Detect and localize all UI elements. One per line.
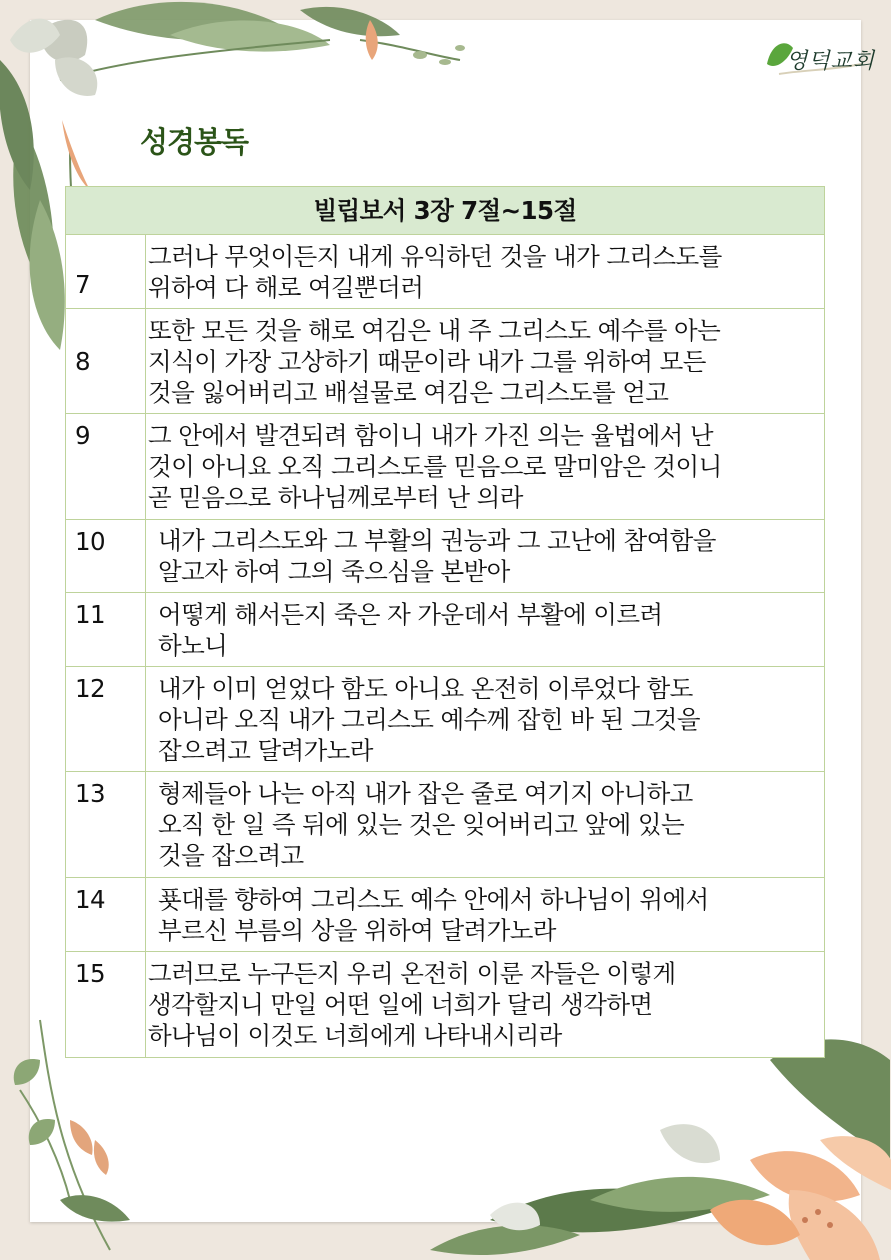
verse-line: 곧 믿음으로 하나님께로부터 난 의라 (148, 483, 523, 512)
verse-text-cell (146, 309, 825, 414)
page-title: 성경봉독 (140, 125, 249, 159)
verse-line: 잡으려고 달려가노라 (158, 735, 373, 765)
verse-number-cell (66, 878, 146, 952)
verse-text-cell (146, 593, 825, 667)
table-row (66, 520, 825, 593)
table-row (66, 414, 825, 520)
verse-text-cell (146, 414, 825, 520)
table-row (66, 952, 825, 1058)
verse-number-cell (66, 952, 146, 1058)
passage-heading: 빌립보서 3장 7절~15절 (66, 187, 825, 235)
verse-number-cell (66, 520, 146, 593)
verse-number: 7 (75, 270, 90, 299)
verse-text-cell (146, 952, 825, 1058)
verse-number: 15 (75, 959, 105, 988)
verse-number-cell (66, 772, 146, 878)
verse-number: 14 (75, 885, 105, 914)
table-row (66, 235, 825, 309)
verse-number: 11 (75, 600, 105, 629)
verse-line: 위하여 다 해로 여길뿐더러 (148, 272, 424, 302)
verse-number-cell (66, 309, 146, 414)
verse-line: 알고자 하여 그의 죽으심을 본받아 (158, 557, 510, 586)
verse-line: 하나님이 이것도 너희에게 나타내시리라 (148, 1021, 562, 1050)
verse-number: 10 (75, 527, 105, 556)
verse-line: 생각할지니 만일 어떤 일에 너희가 달리 생각하면 (148, 990, 653, 1019)
verse-text-cell (146, 667, 825, 772)
verse-text-cell (146, 235, 825, 309)
verse-line: 내가 그리스도와 그 부활의 권능과 그 고난에 참여함을 (158, 526, 716, 555)
verse-number: 9 (75, 421, 90, 450)
verse-number: 12 (75, 674, 105, 703)
verse-line: 그 안에서 발견되려 함이니 내가 가진 의는 율법에서 난 (148, 421, 713, 450)
verse-number: 13 (75, 779, 105, 808)
verse-line: 또한 모든 것을 해로 여김은 내 주 그리스도 예수를 아는 (148, 315, 721, 345)
scripture-table (65, 186, 825, 1058)
verse-line: 오직 한 일 즉 뒤에 있는 것은 잊어버리고 앞에 있는 (158, 810, 685, 839)
table-header-row (66, 187, 825, 235)
church-logo-text: 영덕교회 (786, 49, 876, 74)
verse-text-cell (146, 520, 825, 593)
verse-number-cell (66, 414, 146, 520)
verse-line: 그러므로 누구든지 우리 온전히 이룬 자들은 이렇게 (148, 959, 676, 988)
verse-line: 아니라 오직 내가 그리스도 예수께 잡힌 바 된 그것을 (158, 704, 700, 734)
verse-number-cell (66, 235, 146, 309)
verse-line: 것을 잡으려고 (158, 841, 304, 870)
verse-line: 내가 이미 얻었다 함도 아니요 온전히 이루었다 함도 (158, 673, 693, 703)
verse-number: 8 (75, 347, 90, 376)
verse-text-cell (146, 772, 825, 878)
verse-line: 것이 아니요 오직 그리스도를 믿음으로 말미암은 것이니 (148, 452, 722, 481)
table-row (66, 309, 825, 414)
verse-line: 푯대를 향하여 그리스도 예수 안에서 하나님이 위에서 (158, 884, 709, 914)
verse-line: 것을 잃어버리고 배설물로 여김은 그리스도를 얻고 (148, 377, 669, 407)
table-row (66, 772, 825, 878)
table-row (66, 878, 825, 952)
verse-number-cell (66, 667, 146, 772)
verse-text-cell (146, 878, 825, 952)
verse-line: 그러나 무엇이든지 내게 유익하던 것을 내가 그리스도를 (148, 241, 722, 271)
verse-number-cell (66, 593, 146, 667)
verse-line: 하노니 (158, 630, 228, 660)
verse-line: 지식이 가장 고상하기 때문이라 내가 그를 위하여 모든 (148, 346, 706, 376)
table-row (66, 593, 825, 667)
verse-line: 형제들아 나는 아직 내가 잡은 줄로 여기지 아니하고 (158, 779, 693, 808)
table-row (66, 667, 825, 772)
verse-line: 어떻게 해서든지 죽은 자 가운데서 부활에 이르려 (158, 599, 663, 629)
verse-line: 부르신 부름의 상을 위하여 달려가노라 (158, 915, 556, 945)
